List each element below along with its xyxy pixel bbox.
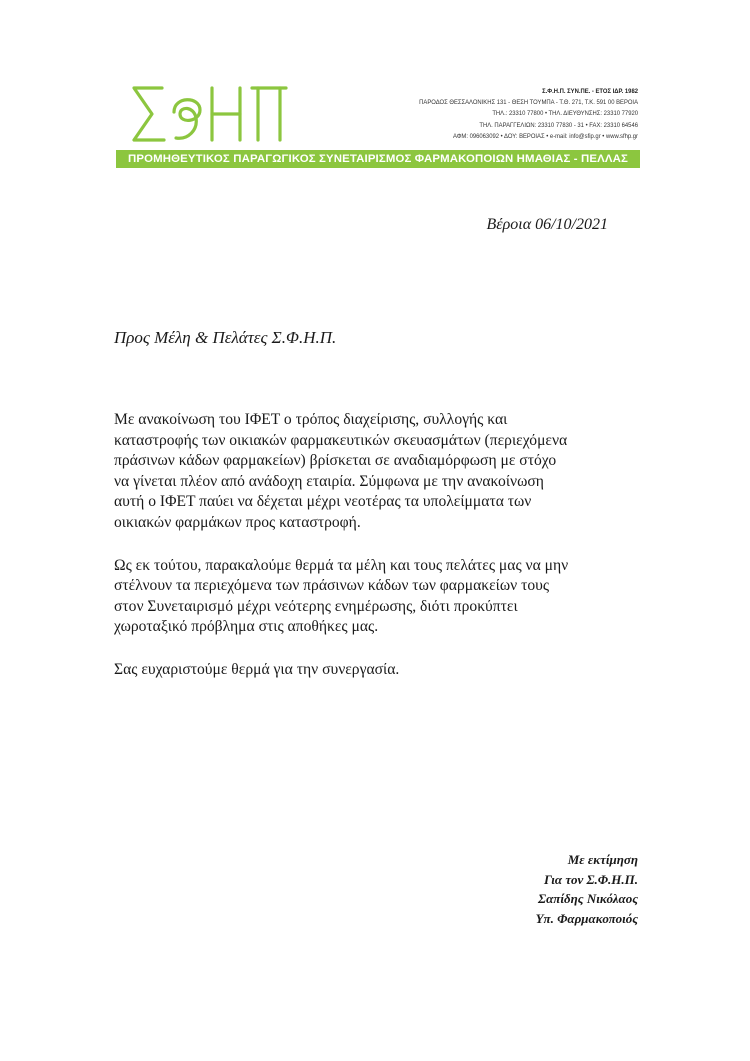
- closing-line: Με εκτίμηση: [567, 852, 638, 867]
- body-line: αυτή ο ΙΦΕΤ παύει να δέχεται μέχρι νεοτέρας τα υπολείμματα των: [114, 493, 532, 511]
- company-banner: ΠΡΟΜΗΘΕΥΤΙΚΟΣ ΠΑΡΑΓΩΓΙΚΟΣ ΣΥΝΕΤΑΙΡΙΣΜΟΣ ΦΑΡΜΑΚΟΠΟΙΩΝ ΗΜΑΘΙΑΣ - ΠΕΛΛΑΣ: [116, 150, 640, 168]
- phone-line: ΤΗΛ.: 23310 77800 • ΤΗΛ. ΔΙΕΥΘΥΝΣΗΣ: 23310 77920: [492, 110, 638, 118]
- body-line: καταστροφής των οικιακών φαρμακευτικών σκευασμάτων (περιεχόμενα: [114, 431, 568, 449]
- body-line: Σας ευχαριστούμε θερμά για την συνεργασία.: [114, 660, 400, 678]
- contact-info: [362, 86, 638, 142]
- body-line: χωροταξικό πρόβλημα στις αποθήκες μας.: [114, 618, 379, 636]
- body-line: πράσινων κάδων φαρμακείων) βρίσκεται σε αναδιαμόρφωση με στόχο: [114, 452, 557, 470]
- tax-email-web-line: ΑΦΜ: 096063092 • ΔΟΥ: ΒΕΡΟΙΑΣ • e-mail: info@sfip.gr • www.sfhp.gr: [452, 132, 638, 140]
- paragraph-3: [114, 660, 644, 681]
- letter-body: [114, 410, 644, 703]
- company-id-line: Σ.Φ.Η.Π. ΣΥΝ.ΠΕ. - ΕΤΟΣ ΙΔΡ. 1982: [542, 88, 638, 95]
- body-line: να γίνεται πλέον από ανάδοχη εταιρία. Σύμφωνα με την ανακοίνωση: [114, 472, 544, 490]
- body-line: στον Συνεταιρισμό μέχρι νεότερης ενημέρωσης, διότι προκύπτει: [114, 597, 518, 615]
- on-behalf-line: Για τον Σ.Φ.Η.Π.: [543, 871, 638, 887]
- paragraph-2: [114, 556, 644, 638]
- company-logo: [128, 82, 293, 146]
- body-line: Ως εκ τούτου, παρακαλούμε θερμά τα μέλη και τους πελάτες μας να μην: [114, 556, 569, 574]
- letter-date: Βέροια 06/10/2021: [486, 216, 608, 233]
- body-line: οικιακών φαρμάκων προς καταστροφή.: [114, 513, 361, 531]
- orders-fax-line: ΤΗΛ. ΠΑΡΑΓΓΕΛΙΩΝ: 23310 77830 - 31 • FAX: 23310 64546: [479, 121, 638, 129]
- signature-block: [536, 850, 638, 928]
- address-line: ΠΑΡΟΔΟΣ ΘΕΣΣΑΛΟΝΙΚΗΣ 131 - ΘΕΣΗ ΤΟΥΜΠΑ - Τ.Θ. 271, Τ.Κ. 591 00 ΒΕΡΟΙΑ: [419, 99, 638, 107]
- signer-name: Σαπίδης Νικόλαος: [538, 891, 638, 906]
- paragraph-1: [114, 410, 644, 534]
- body-line: στέλνουν τα περιεχόμενα των πράσινων κάδων των φαρμακείων τους: [114, 577, 550, 595]
- body-line: Με ανακοίνωση του ΙΦΕΤ ο τρόπος διαχείρισης, συλλογής και: [114, 411, 508, 428]
- signer-title: Υπ. Φαρμακοποιός: [535, 910, 638, 926]
- letter-recipient: Προς Μέλη & Πελάτες Σ.Φ.Η.Π.: [114, 328, 337, 347]
